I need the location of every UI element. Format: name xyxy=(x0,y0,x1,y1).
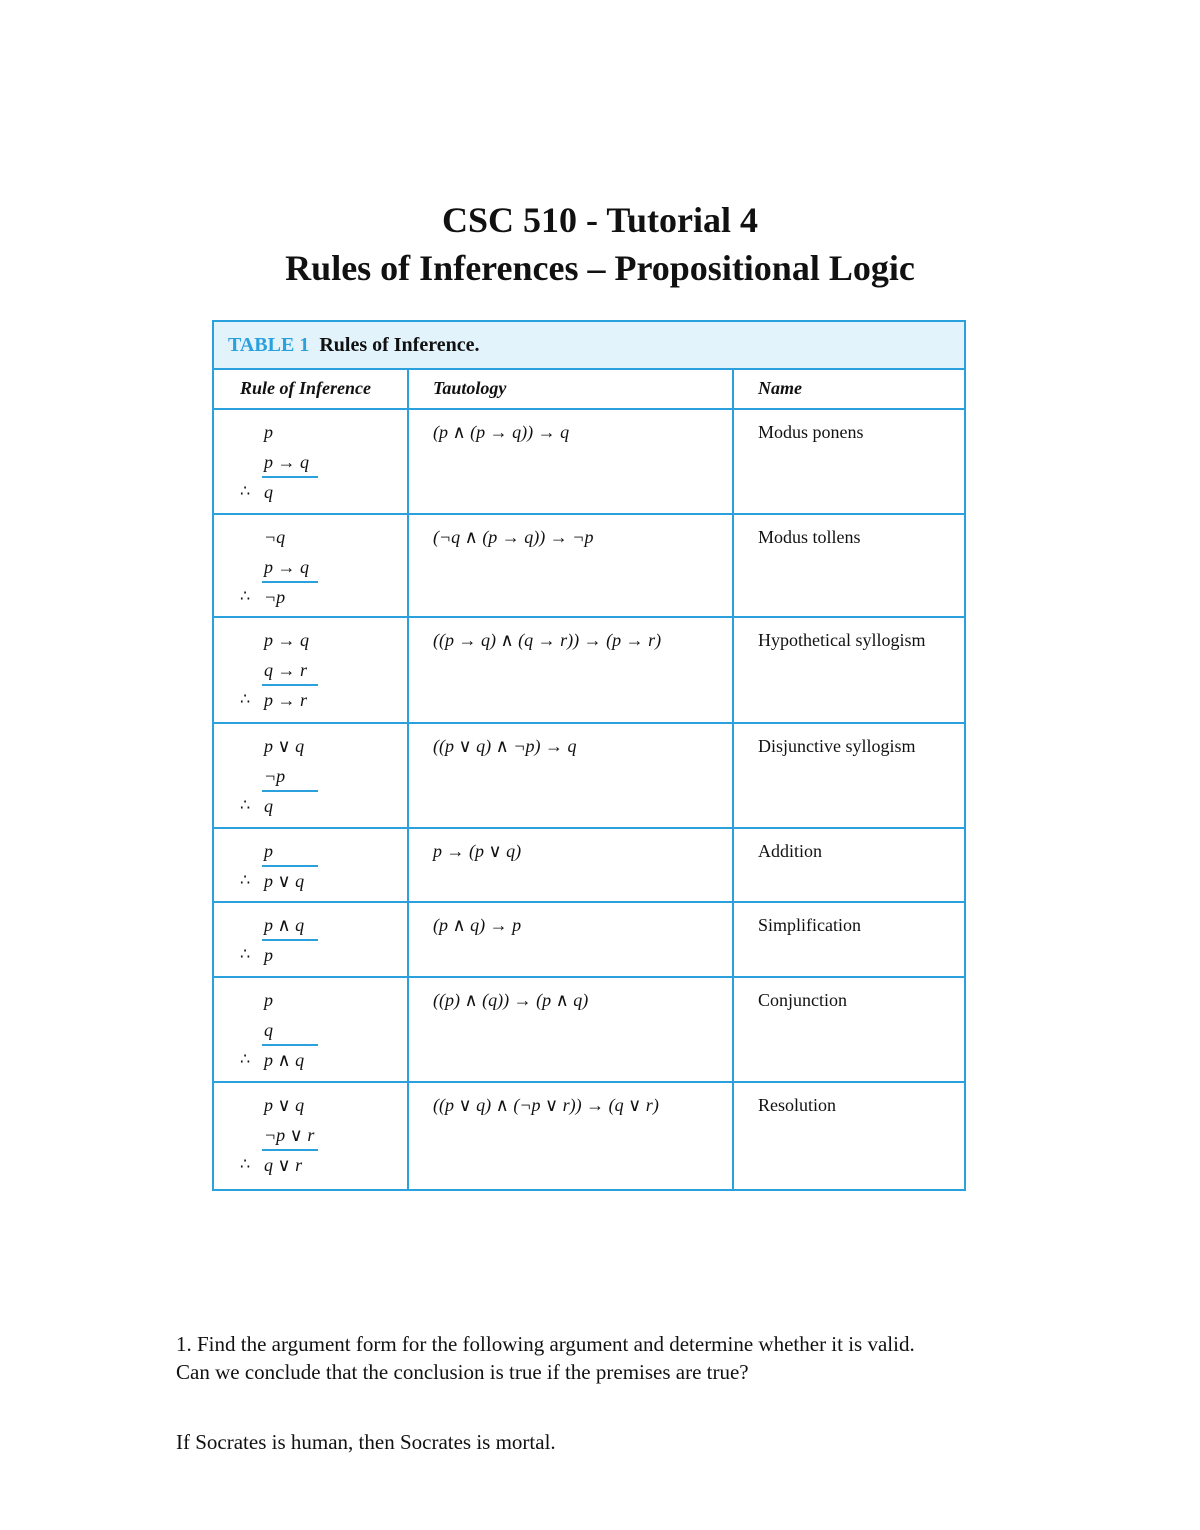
table-row xyxy=(214,515,964,618)
tautology-cell: (p ∧ (p → q)) → q xyxy=(409,410,734,513)
argument-premise: If Socrates is human, then Socrates is mortal. xyxy=(176,1430,556,1454)
rule-name-cell: Conjunction xyxy=(758,990,847,1010)
rule-cell xyxy=(214,829,409,901)
tautology-cell: (¬q ∧ (p → q)) → ¬p xyxy=(409,515,734,616)
page-title: CSC 510 - Tutorial 4 xyxy=(441,200,759,240)
tautology-cell: (p ∧ q) → p xyxy=(409,903,734,976)
rule-name-cell: Hypothetical syllogism xyxy=(758,630,926,650)
rule-name-cell: Resolution xyxy=(758,1095,837,1115)
rule-cell xyxy=(214,903,409,976)
tautology-cell: p → (p ∨ q) xyxy=(409,829,734,901)
table-row xyxy=(214,724,964,829)
rules-of-inference-table xyxy=(212,320,966,1191)
premise: p → q xyxy=(264,452,309,472)
rule-cell xyxy=(214,1083,409,1189)
premise: q → r xyxy=(264,660,308,680)
rule-cell xyxy=(214,515,409,616)
table-row xyxy=(214,618,964,724)
conclusion: p xyxy=(264,945,273,965)
rule-cell xyxy=(214,978,409,1081)
premise: ¬p xyxy=(264,766,286,786)
conclusion: q xyxy=(264,482,273,502)
rule-name-cell: Modus tollens xyxy=(758,527,861,547)
premise: p ∧ q xyxy=(264,915,305,935)
premise: p → q xyxy=(264,630,309,650)
therefore-symbol: ∴ xyxy=(240,483,251,500)
rule-name-cell: Simplification xyxy=(758,915,861,935)
table-row xyxy=(214,829,964,903)
table-row xyxy=(214,1083,964,1189)
premise: ¬q xyxy=(264,527,286,547)
question-text: 1. Find the argument form for the following argument and determine whether it is valid. xyxy=(176,1332,915,1356)
therefore-symbol: ∴ xyxy=(240,1051,251,1068)
table-row xyxy=(214,978,964,1083)
premise: p → q xyxy=(264,557,309,577)
premise: p ∨ q xyxy=(264,736,305,756)
premise: ¬p ∨ r xyxy=(264,1125,315,1145)
conclusion: p → r xyxy=(264,690,308,710)
conclusion: p ∧ q xyxy=(264,1050,305,1070)
premise: p xyxy=(264,422,273,442)
therefore-symbol: ∴ xyxy=(240,691,251,708)
tautology-cell: ((p → q) ∧ (q → r)) → (p → r) xyxy=(409,618,734,722)
rule-name-cell: Modus ponens xyxy=(758,422,864,442)
premise: p xyxy=(264,841,273,861)
therefore-symbol: ∴ xyxy=(240,946,251,963)
tautology-cell: ((p ∨ q) ∧ (¬p ∨ r)) → (q ∨ r) xyxy=(409,1083,734,1189)
header-name: Name xyxy=(758,378,802,398)
table-caption-text: Rules of Inference. xyxy=(319,333,480,356)
conclusion: q ∨ r xyxy=(264,1155,303,1175)
therefore-symbol: ∴ xyxy=(240,872,251,889)
rule-cell xyxy=(214,724,409,827)
table-header-row xyxy=(214,370,964,410)
conclusion: q xyxy=(264,796,273,816)
rule-cell xyxy=(214,618,409,722)
tautology-cell: ((p) ∧ (q)) → (p ∧ q) xyxy=(409,978,734,1081)
question-text: Can we conclude that the conclusion is true if the premises are true? xyxy=(176,1360,749,1384)
premise: p xyxy=(264,990,273,1010)
therefore-symbol: ∴ xyxy=(240,1156,251,1173)
table-caption-label: TABLE 1 xyxy=(228,333,310,356)
therefore-symbol: ∴ xyxy=(240,588,251,605)
table-caption xyxy=(214,322,964,370)
table-row xyxy=(214,410,964,515)
conclusion: ¬p xyxy=(264,587,286,607)
page-subtitle: Rules of Inferences – Propositional Logic xyxy=(285,248,915,288)
premise: q xyxy=(264,1020,273,1040)
header-tautology: Tautology xyxy=(409,370,734,408)
rule-cell xyxy=(214,410,409,513)
therefore-symbol: ∴ xyxy=(240,797,251,814)
premise: p ∨ q xyxy=(264,1095,305,1115)
rule-name-cell: Addition xyxy=(758,841,823,861)
tautology-cell: ((p ∨ q) ∧ ¬p) → q xyxy=(409,724,734,827)
rule-name-cell: Disjunctive syllogism xyxy=(758,736,916,756)
header-rule-of-inference: Rule of Inference xyxy=(214,370,409,408)
table-row xyxy=(214,903,964,978)
conclusion: p ∨ q xyxy=(264,871,305,891)
